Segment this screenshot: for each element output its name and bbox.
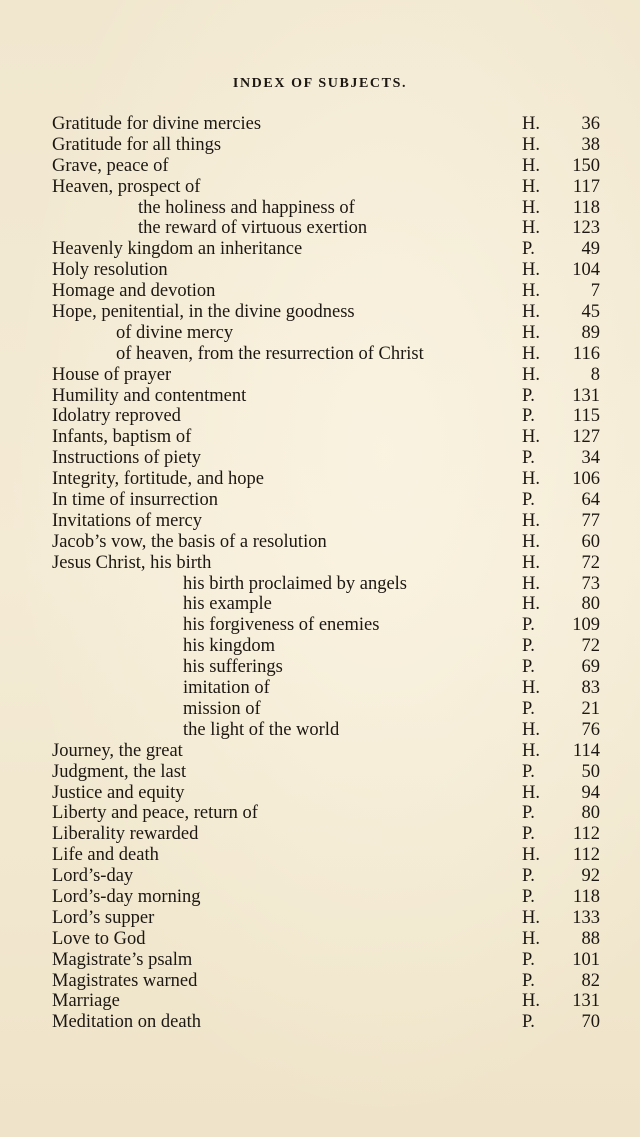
entry-source: H. xyxy=(522,176,540,197)
entry-page-number: 49 xyxy=(581,239,600,260)
entry-page-number: 94 xyxy=(581,782,600,803)
entry-source: P. xyxy=(522,949,535,970)
entry-page-number: 76 xyxy=(581,719,600,740)
entry-page-number: 50 xyxy=(581,761,600,782)
entry-source: P. xyxy=(522,385,535,406)
entry-source: H. xyxy=(522,469,540,490)
entry-subject: mission of xyxy=(183,698,261,719)
entry-page-number: 101 xyxy=(572,949,600,970)
entry-subject: Holy resolution xyxy=(52,260,168,281)
entry-source: P. xyxy=(522,615,535,636)
entry-source: P. xyxy=(522,657,535,678)
index-entry xyxy=(52,386,600,407)
entry-subject: Integrity, fortitude, and hope xyxy=(52,469,265,490)
entry-page-number: 123 xyxy=(572,218,600,239)
entry-subject: In time of insurrection xyxy=(52,490,218,511)
entry-page-number: 150 xyxy=(572,155,600,176)
entry-page-number: 115 xyxy=(572,406,600,427)
index-entry xyxy=(52,824,600,845)
entry-source: H. xyxy=(522,343,540,364)
entry-subject: Idolatry reproved xyxy=(52,406,181,427)
page-title: INDEX OF SUBJECTS. xyxy=(232,76,408,91)
entry-source: P. xyxy=(522,636,535,657)
entry-source: H. xyxy=(522,740,540,761)
entry-source: P. xyxy=(522,239,535,260)
index-entry xyxy=(52,406,600,427)
entry-source: H. xyxy=(522,218,540,239)
entry-source: H. xyxy=(522,719,540,740)
entry-subject: Lord’s supper xyxy=(52,907,155,928)
entry-page-number: 114 xyxy=(572,740,600,761)
entry-subject: Heaven, prospect of xyxy=(52,176,201,197)
entry-page-number: 131 xyxy=(572,991,600,1012)
entry-source: H. xyxy=(522,281,540,302)
entry-source: P. xyxy=(522,406,535,427)
entry-subject: Love to God xyxy=(52,928,146,949)
index-entry xyxy=(52,887,600,908)
entry-subject: Homage and devotion xyxy=(52,281,216,302)
entry-page-number: 133 xyxy=(572,907,600,928)
entry-page-number: 70 xyxy=(581,1012,600,1033)
entry-page-number: 21 xyxy=(581,698,600,719)
entry-page-number: 127 xyxy=(572,427,600,448)
entry-source: P. xyxy=(522,490,535,511)
entry-source: H. xyxy=(522,302,540,323)
index-entry xyxy=(52,574,600,595)
entry-subject: Humility and contentment xyxy=(52,385,247,406)
entry-page-number: 7 xyxy=(590,281,600,302)
entry-subject: Liberality rewarded xyxy=(52,824,199,845)
entry-source: P. xyxy=(522,1012,535,1033)
entry-subject: Gratitude for divine mercies xyxy=(52,114,262,134)
index-entry xyxy=(52,845,600,866)
entry-subject: Jacob’s vow, the basis of a resolution xyxy=(52,531,327,552)
index-entry xyxy=(52,783,600,804)
entry-source: H. xyxy=(522,427,540,448)
entry-subject: House of prayer xyxy=(52,364,172,385)
index-entry xyxy=(52,177,600,198)
entry-subject: Infants, baptism of xyxy=(52,427,192,448)
entry-page-number: 131 xyxy=(572,385,600,406)
entry-source: H. xyxy=(522,197,540,218)
entry-page-number: 80 xyxy=(581,594,600,615)
index-entry xyxy=(52,511,600,532)
entry-subject: of divine mercy xyxy=(116,322,234,343)
entry-subject: Gratitude for all things xyxy=(52,134,222,155)
entry-source: P. xyxy=(522,698,535,719)
entry-subject: Heavenly kingdom an inheritance xyxy=(52,239,303,260)
entry-page-number: 34 xyxy=(581,448,600,469)
entry-source: P. xyxy=(522,761,535,782)
entry-subject: Lord’s-day morning xyxy=(52,886,201,907)
index-entry xyxy=(52,866,600,887)
entry-source: H. xyxy=(522,260,540,281)
entry-page-number: 38 xyxy=(581,134,600,155)
entry-source: H. xyxy=(522,510,540,531)
entry-page-number: 116 xyxy=(572,343,600,364)
entry-source: H. xyxy=(522,928,540,949)
index-entry xyxy=(52,156,600,177)
entry-source: H. xyxy=(522,845,540,866)
index-entry xyxy=(52,657,600,678)
index-entry xyxy=(52,114,600,135)
index-entry xyxy=(52,636,600,657)
entry-source: H. xyxy=(522,678,540,699)
entry-subject: Instructions of piety xyxy=(52,448,202,469)
entry-subject: his forgiveness of enemies xyxy=(183,615,380,636)
index-entry xyxy=(52,594,600,615)
entry-page-number: 36 xyxy=(581,114,600,134)
entry-source: H. xyxy=(522,991,540,1012)
entry-source: P. xyxy=(522,970,535,991)
entry-page-number: 82 xyxy=(581,970,600,991)
entry-page-number: 45 xyxy=(581,302,600,323)
entry-page-number: 109 xyxy=(572,615,600,636)
index-entry xyxy=(52,553,600,574)
index-entry xyxy=(52,323,600,344)
index-entry xyxy=(52,762,600,783)
index-entry xyxy=(52,971,600,992)
entry-subject: the holiness and happiness of xyxy=(138,197,355,218)
entry-subject: his kingdom xyxy=(183,636,275,657)
entry-source: P. xyxy=(522,448,535,469)
entry-page-number: 92 xyxy=(581,866,600,887)
entry-subject: Justice and equity xyxy=(52,782,185,803)
entry-subject: Liberty and peace, return of xyxy=(52,803,258,824)
index-entry xyxy=(52,950,600,971)
entry-subject: his birth proclaimed by angels xyxy=(183,573,408,594)
entry-subject: Hope, penitential, in the divine goodness xyxy=(52,302,355,323)
index-entry xyxy=(52,490,600,511)
index-entry xyxy=(52,1012,600,1033)
index-entry xyxy=(52,678,600,699)
entry-source: H. xyxy=(522,594,540,615)
entry-page-number: 112 xyxy=(572,845,600,866)
index-list xyxy=(52,114,600,1033)
index-entry xyxy=(52,302,600,323)
entry-source: H. xyxy=(522,552,540,573)
entry-page-number: 89 xyxy=(581,322,600,343)
entry-source: H. xyxy=(522,322,540,343)
index-entry xyxy=(52,720,600,741)
entry-page-number: 64 xyxy=(581,490,600,511)
entry-source: H. xyxy=(522,531,540,552)
index-entry xyxy=(52,135,600,156)
entry-subject: Invitations of mercy xyxy=(52,510,203,531)
index-entry xyxy=(52,427,600,448)
entry-page-number: 83 xyxy=(581,678,600,699)
entry-subject: the reward of virtuous exertion xyxy=(138,218,368,239)
entry-source: P. xyxy=(522,803,535,824)
entry-subject: his sufferings xyxy=(183,657,283,678)
index-entry xyxy=(52,448,600,469)
entry-subject: his example xyxy=(183,594,272,615)
entry-source: H. xyxy=(522,134,540,155)
entry-page-number: 117 xyxy=(572,176,600,197)
entry-subject: Marriage xyxy=(52,991,120,1012)
entry-page-number: 80 xyxy=(581,803,600,824)
entry-source: H. xyxy=(522,155,540,176)
entry-subject: Magistrates warned xyxy=(52,970,198,991)
entry-subject: Jesus Christ, his birth xyxy=(52,552,212,573)
entry-subject: Judgment, the last xyxy=(52,761,187,782)
entry-source: H. xyxy=(522,114,540,134)
index-entry xyxy=(52,239,600,260)
entry-subject: of heaven, from the resurrection of Christ xyxy=(116,343,424,364)
index-entry xyxy=(52,365,600,386)
entry-page-number: 72 xyxy=(581,636,600,657)
entry-page-number: 118 xyxy=(572,886,600,907)
entry-source: P. xyxy=(522,866,535,887)
entry-source: H. xyxy=(522,782,540,803)
index-entry xyxy=(52,741,600,762)
entry-page-number: 106 xyxy=(572,469,600,490)
entry-page-number: 88 xyxy=(581,928,600,949)
entry-subject: Magistrate’s psalm xyxy=(52,949,193,970)
index-entry xyxy=(52,991,600,1012)
entry-page-number: 73 xyxy=(581,573,600,594)
entry-page-number: 118 xyxy=(572,197,600,218)
index-entry xyxy=(52,198,600,219)
index-entry xyxy=(52,344,600,365)
entry-subject: imitation of xyxy=(183,678,270,699)
entry-subject: Grave, peace of xyxy=(52,155,169,176)
index-entry xyxy=(52,699,600,720)
entry-subject: the light of the world xyxy=(183,719,340,740)
entry-source: P. xyxy=(522,824,535,845)
index-entry xyxy=(52,908,600,929)
index-entry xyxy=(52,260,600,281)
entry-source: P. xyxy=(522,886,535,907)
index-entry xyxy=(52,281,600,302)
entry-source: H. xyxy=(522,364,540,385)
index-entry xyxy=(52,615,600,636)
entry-source: H. xyxy=(522,907,540,928)
entry-page-number: 60 xyxy=(581,531,600,552)
index-entry xyxy=(52,532,600,553)
entry-subject: Life and death xyxy=(52,845,159,866)
entry-subject: Meditation on death xyxy=(52,1012,201,1033)
entry-subject: Lord’s-day xyxy=(52,866,134,887)
index-entry xyxy=(52,218,600,239)
entry-page-number: 72 xyxy=(581,552,600,573)
entry-page-number: 77 xyxy=(581,510,600,531)
index-entry xyxy=(52,929,600,950)
entry-source: H. xyxy=(522,573,540,594)
index-entry xyxy=(52,469,600,490)
entry-page-number: 8 xyxy=(590,364,600,385)
entry-page-number: 104 xyxy=(572,260,600,281)
entry-page-number: 69 xyxy=(581,657,600,678)
entry-subject: Journey, the great xyxy=(52,740,183,761)
entry-page-number: 112 xyxy=(572,824,600,845)
index-entry xyxy=(52,803,600,824)
